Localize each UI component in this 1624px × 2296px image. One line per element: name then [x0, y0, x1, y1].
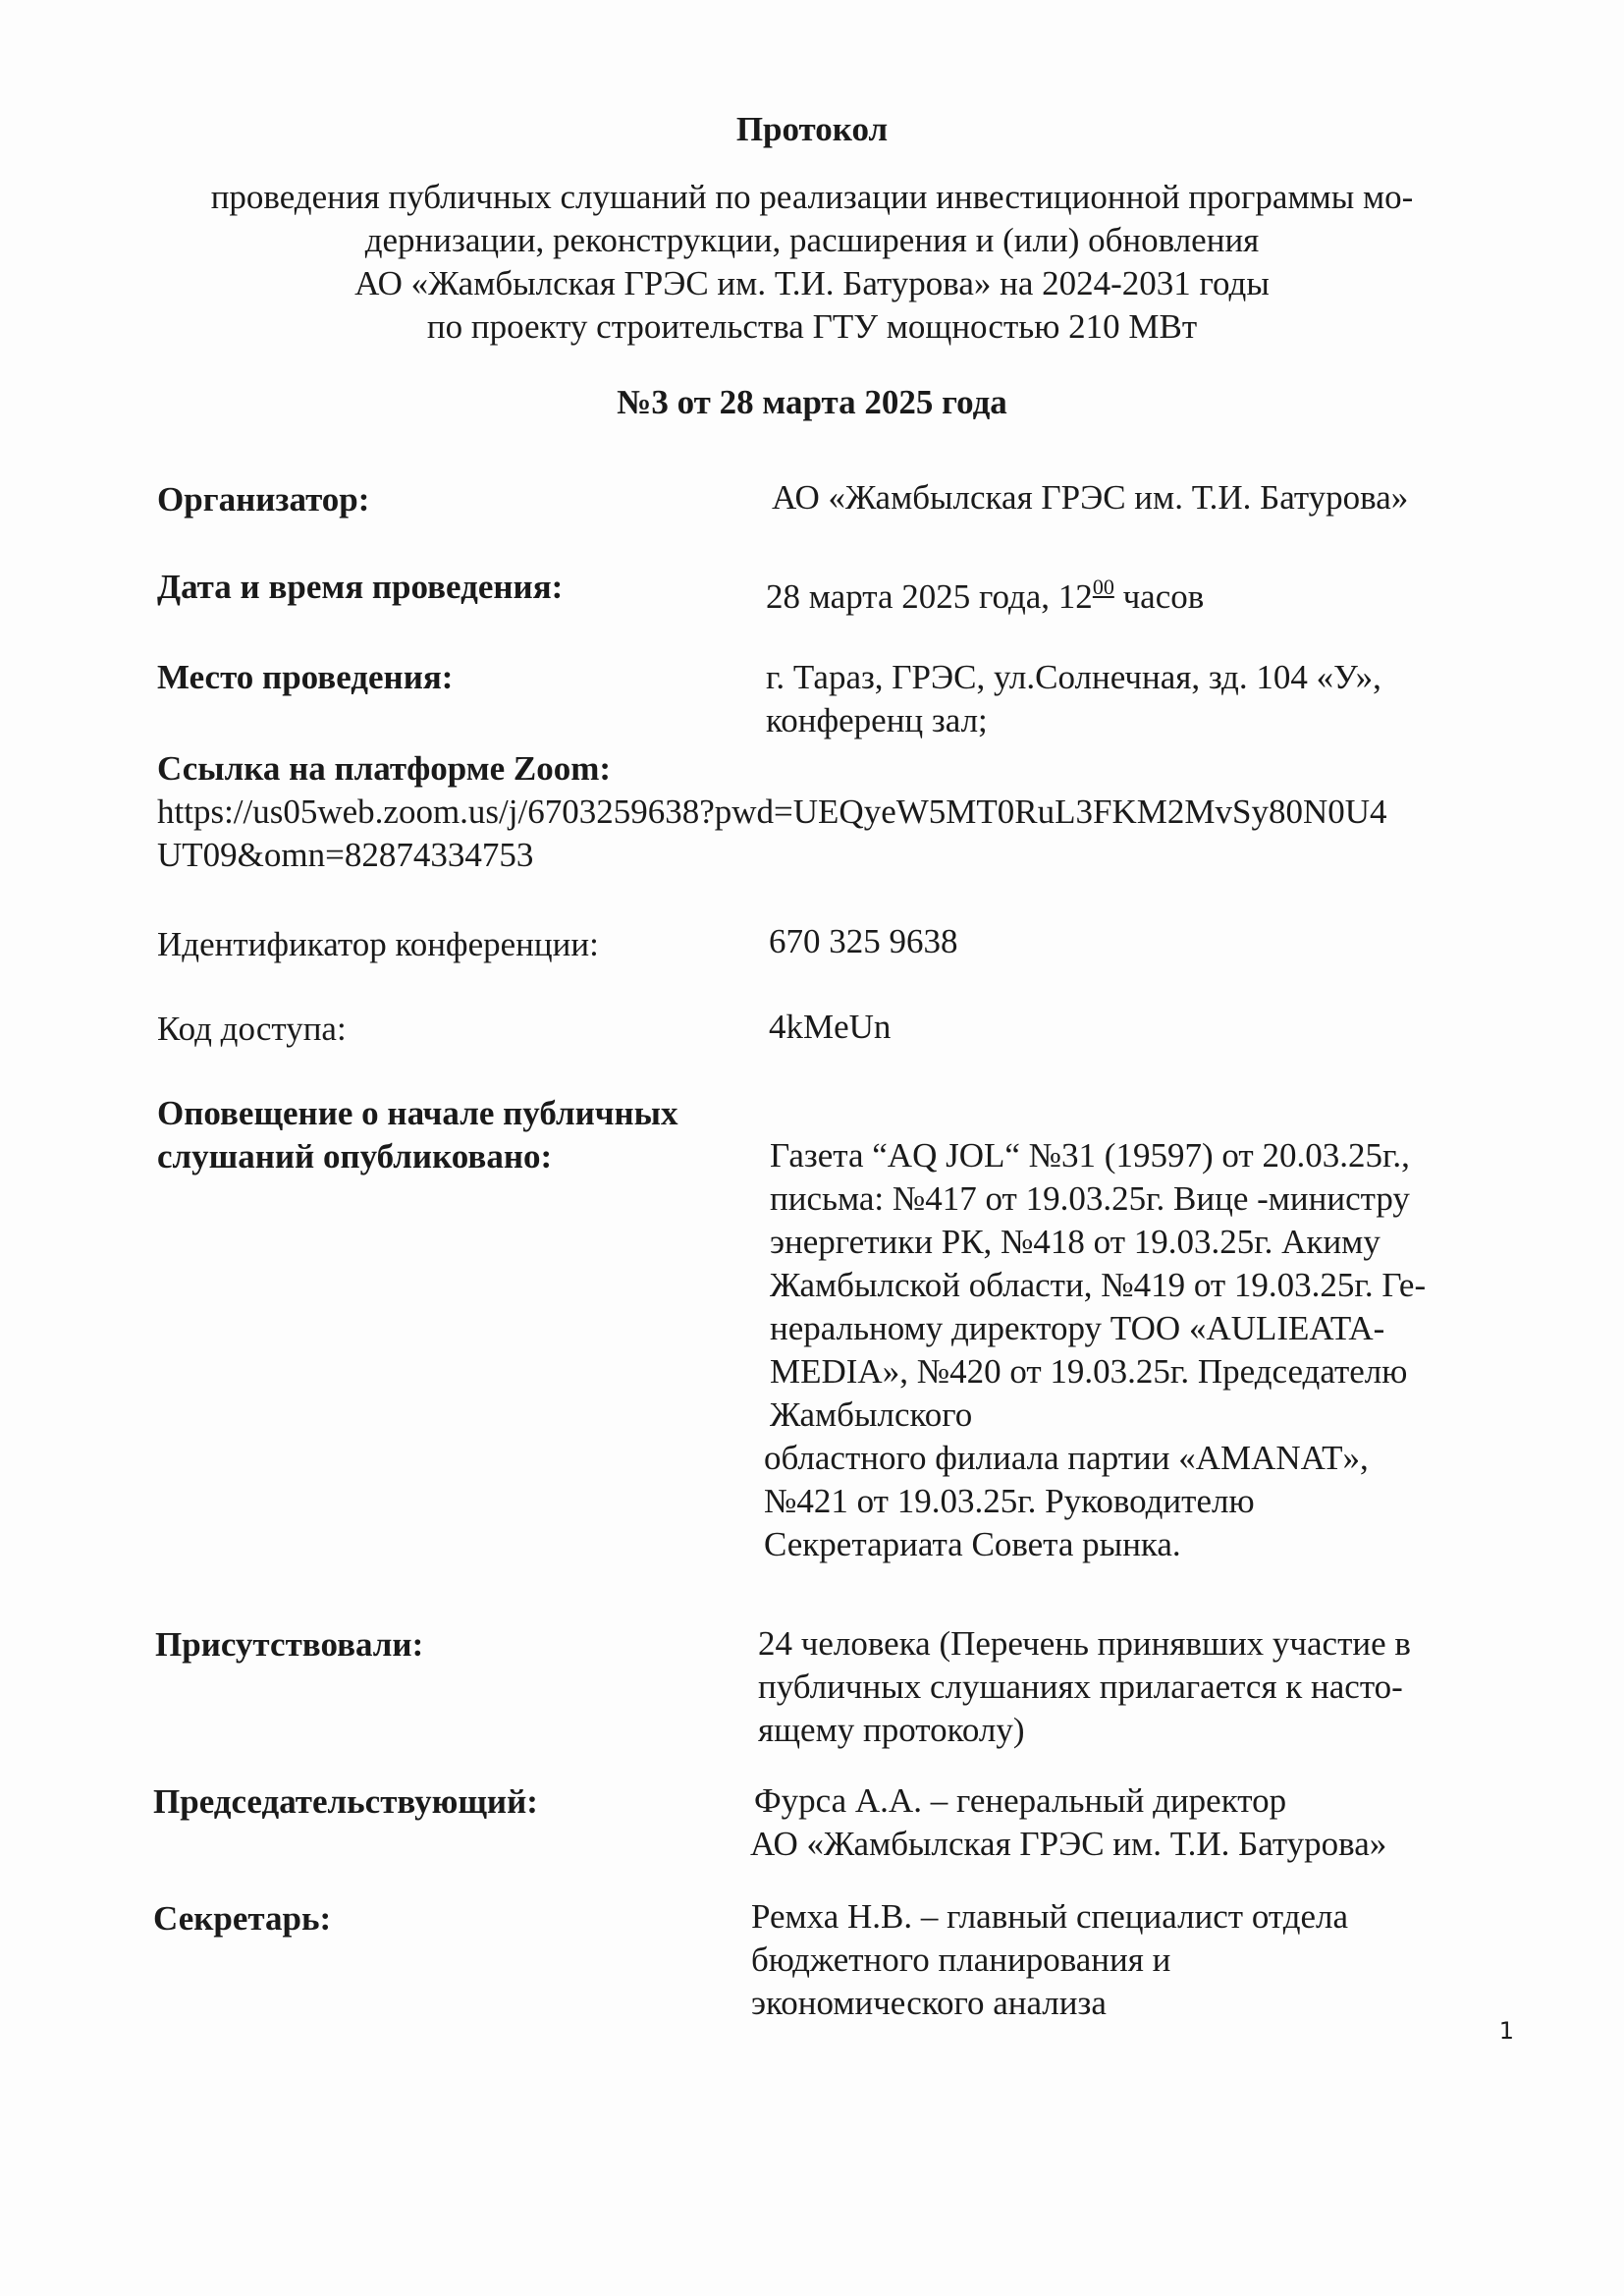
secretary-line-1: Ремха Н.В. – главный специалист отдела	[751, 1897, 1349, 1936]
access-code-value: 4kMeUn	[769, 1008, 892, 1046]
notification-line-6: MEDIA», №420 от 19.03.25г. Председателю	[770, 1352, 1408, 1391]
zoom-link-line-1[interactable]: https://us05web.zoom.us/j/6703259638?pwd=UEQyeW5MT0RuL3FKM2MvSy80N0U4	[157, 793, 1387, 831]
conference-id-value: 670 325 9638	[769, 922, 958, 960]
notification-line-4: Жамбылской области, №419 от 19.03.25г. Ге-	[770, 1266, 1427, 1304]
place-label: Место проведения:	[157, 658, 454, 696]
notification-value	[764, 1134, 1427, 1566]
organizer-value: АО «Жамбылская ГРЭС им. Т.И. Батурова»	[772, 478, 1409, 517]
chairman-line-2: АО «Жамбылская ГРЭС им. Т.И. Батурова»	[750, 1825, 1387, 1863]
notification-line-2: письма: №417 от 19.03.25г. Вице -министру	[770, 1179, 1410, 1218]
notification-line-10: Секретариата Совета рынка.	[764, 1525, 1181, 1563]
secretary-label: Секретарь:	[153, 1899, 332, 1938]
document-title: Протокол	[735, 110, 889, 148]
subtitle-line-4: по проекту строительства ГТУ мощностью 210 МВт	[426, 307, 1198, 346]
attendees-line-1: 24 человека (Перечень принявших участие в	[758, 1624, 1411, 1663]
secretary-line-2: бюджетного планирования и	[751, 1941, 1171, 1979]
conference-id-label: Идентификатор конференции:	[157, 925, 599, 963]
secretary-value	[751, 1895, 1348, 2025]
notification-line-5: неральному директору ТОО «AULIEATA-	[770, 1309, 1385, 1347]
datetime-label: Дата и время проведения:	[157, 568, 564, 606]
place-line-2: конференц зал;	[766, 701, 988, 739]
attendees-line-3: ящему протоколу)	[758, 1711, 1025, 1749]
zoom-link-line-2[interactable]: UT09&omn=82874334753	[157, 836, 534, 874]
zoom-label: Ссылка на платформе Zoom:	[157, 749, 612, 788]
subtitle-line-2: дернизации, реконструкции, расширения и (или) обновления	[364, 221, 1260, 259]
notification-line-8: областного филиала партии «AMANAT»,	[764, 1439, 1369, 1477]
datetime-superscript: 00	[1092, 574, 1114, 599]
place-value	[766, 656, 1381, 742]
organizer-label: Организатор:	[157, 480, 370, 519]
subtitle-line-1: проведения публичных слушаний по реализации инвестиционной программы мо-	[210, 178, 1414, 216]
place-line-1: г. Тараз, ГРЭС, ул.Солнечная, зд. 104 «У»,	[766, 658, 1381, 696]
notification-line-3: энергетики РК, №418 от 19.03.25г. Акиму	[770, 1223, 1380, 1261]
chairman-label: Председательствующий:	[153, 1782, 538, 1821]
datetime-main: 28 марта 2025 года, 12	[766, 577, 1093, 616]
chairman-value	[750, 1779, 1387, 1866]
datetime-suffix: часов	[1113, 577, 1205, 616]
notification-line-9: №421 от 19.03.25г. Руководителю	[764, 1482, 1255, 1520]
attendees-line-2: публичных слушаниях прилагается к насто-	[758, 1667, 1403, 1706]
access-code-label: Код доступа:	[157, 1010, 347, 1048]
zoom-link[interactable]	[157, 791, 1387, 877]
notification-line-7: Жамбылского	[770, 1395, 973, 1434]
notification-line-1: Газета “AQ JOL“ №31 (19597) от 20.03.25г.,	[770, 1136, 1410, 1175]
attendees-label: Присутствовали:	[155, 1625, 424, 1664]
notification-label	[157, 1092, 678, 1178]
page-number: 1	[1498, 2017, 1514, 2045]
notification-label-line-2: слушаний опубликовано:	[157, 1137, 553, 1175]
subtitle-line-3: АО «Жамбылская ГРЭС им. Т.И. Батурова» на 2024-2031 годы	[354, 264, 1270, 302]
datetime-value	[766, 566, 1204, 619]
notification-label-line-1: Оповещение о начале публичных	[157, 1094, 678, 1132]
chairman-line-1: Фурса А.А. – генеральный директор	[754, 1781, 1287, 1820]
attendees-value	[758, 1622, 1411, 1752]
secretary-line-3: экономического анализа	[751, 1984, 1107, 2022]
protocol-number-date: №3 от 28 марта 2025 года	[617, 383, 1007, 421]
